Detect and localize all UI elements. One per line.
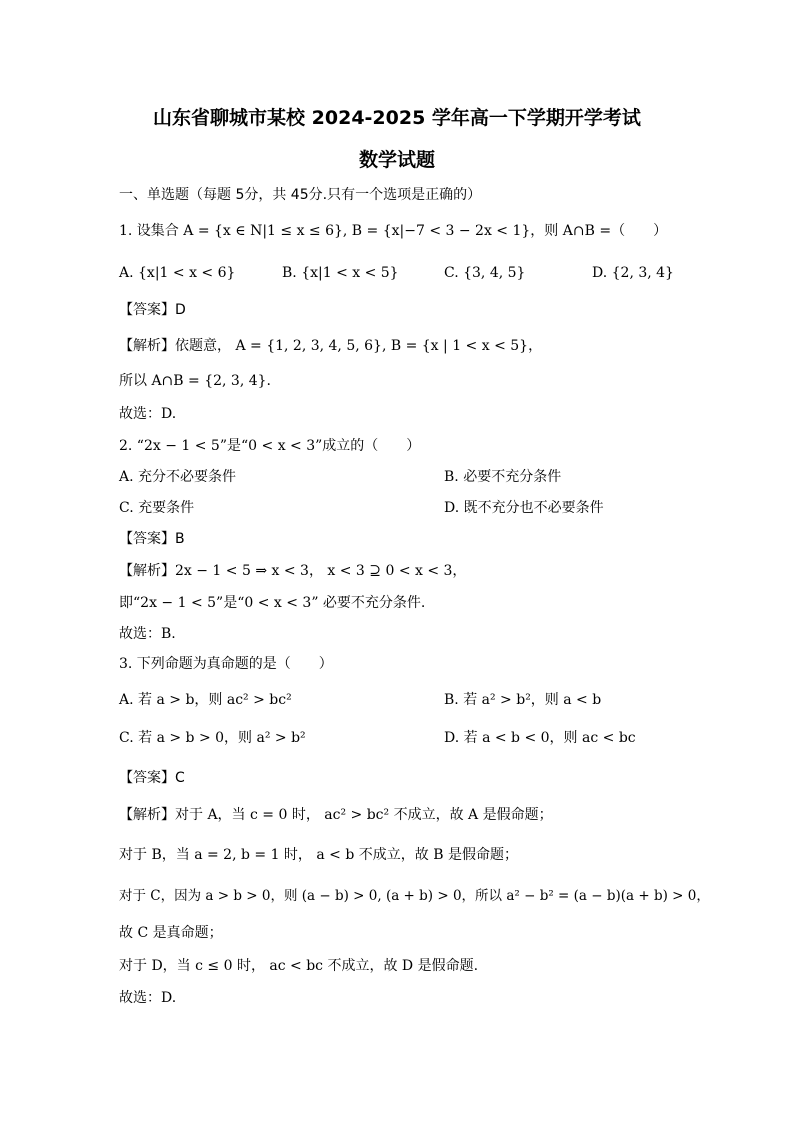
- question-3-analysis-line: 对于 D，当 c ≤ 0 时， ac < bc 不成立，故 D 是假命题.: [119, 958, 479, 974]
- question-3-stem: 3. 下列命题为真命题的是（ ）: [119, 656, 333, 672]
- question-2-option-a: A. 充分不必要条件: [119, 469, 237, 485]
- question-2-analysis-line: 即“2x − 1 < 5”是“0 < x < 3” 必要不充分条件.: [119, 595, 426, 611]
- question-1-analysis-line: 【解析】依题意， A = {1, 2, 3, 4, 5, 6}, B = {x | 1 < x < 5}，: [119, 338, 543, 354]
- question-3-analysis-line: 故选：D.: [119, 990, 177, 1006]
- question-3-analysis-line: 【解析】对于 A，当 c = 0 时， ac² > bc² 不成立，故 A 是假命题；: [119, 807, 553, 823]
- question-1-analysis-line: 故选：D.: [119, 406, 177, 422]
- question-1-option-a: A. {x|1 < x < 6}: [119, 265, 236, 281]
- question-1-analysis-line: 所以 A∩B = {2, 3, 4}.: [119, 373, 271, 389]
- question-2-option-b: B. 必要不充分条件: [444, 469, 562, 485]
- question-2-analysis-line: 故选：B.: [119, 626, 176, 642]
- question-2-analysis-line: 【解析】2x − 1 < 5 ⇒ x < 3， x < 3 ⊇ 0 < x < 3，: [119, 563, 467, 579]
- document-subtitle: 数学试题: [358, 149, 435, 171]
- question-1-answer: 【答案】D: [119, 302, 186, 318]
- question-3-option-a: A. 若 a > b，则 ac² > bc²: [119, 692, 292, 708]
- question-2-answer: 【答案】B: [119, 531, 185, 547]
- section-heading: 一、单选题（每题 5分，共 45分.只有一个选项是正确的）: [119, 187, 482, 203]
- question-3-analysis-line: 对于 C，因为 a > b > 0，则 (a − b) > 0, (a + b) > 0，所以 a² − b² = (a − b)(a + b) > 0，: [119, 888, 710, 904]
- question-2-stem: 2. “2x − 1 < 5”是“0 < x < 3”成立的（ ）: [119, 438, 421, 454]
- question-1-option-c: C. {3, 4, 5}: [444, 265, 526, 281]
- question-3-option-c: C. 若 a > b > 0，则 a² > b²: [119, 730, 306, 746]
- question-3-option-b: B. 若 a² > b²，则 a < b: [444, 692, 602, 708]
- question-2-option-c: C. 充要条件: [119, 500, 195, 516]
- question-3-analysis-line: 对于 B，当 a = 2, b = 1 时， a < b 不成立，故 B 是假命题；: [119, 847, 518, 863]
- question-3-answer: 【答案】C: [119, 770, 185, 786]
- question-1-stem: 1. 设集合 A = {x ∈ N|1 ≤ x ≤ 6}, B = {x|−7 < 3 − 2x < 1}，则 A∩B =（ ）: [119, 223, 668, 239]
- question-2-option-d: D. 既不充分也不必要条件: [444, 500, 604, 516]
- question-1-option-b: B. {x|1 < x < 5}: [282, 265, 399, 281]
- question-1-option-d: D. {2, 3, 4}: [592, 265, 674, 281]
- question-3-option-d: D. 若 a < b < 0，则 ac < bc: [444, 730, 636, 746]
- question-3-analysis-line: 故 C 是真命题；: [119, 925, 223, 941]
- document-title: 山东省聊城市某校 2024-2025 学年高一下学期开学考试: [153, 107, 641, 129]
